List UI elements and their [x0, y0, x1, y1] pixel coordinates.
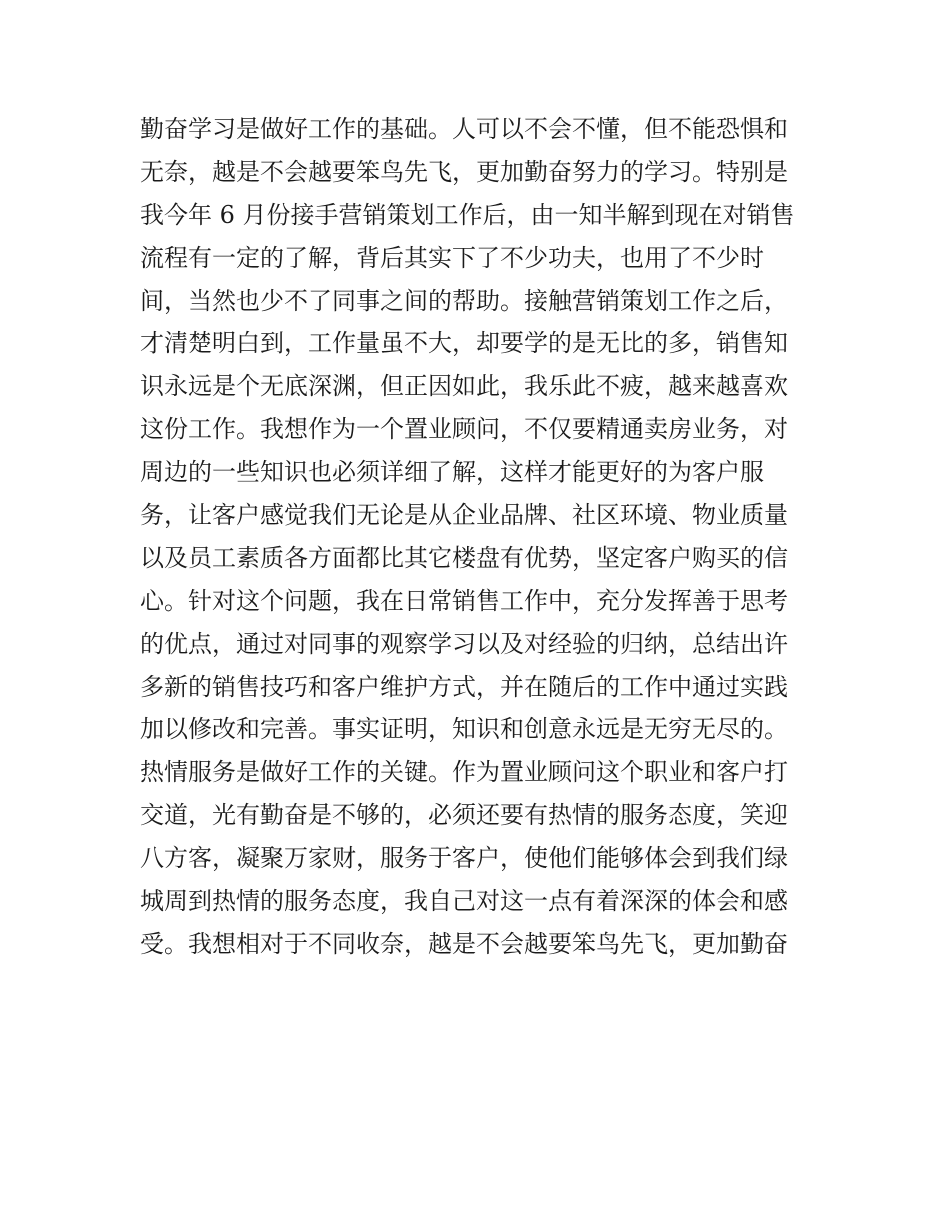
text-line: 勤奋学习是做好工作的基础。人可以不会不懂，但不能恐惧和	[140, 115, 788, 143]
text-line: 以及员工素质各方面都比其它楼盘有优势，坚定客户购买的信	[140, 543, 788, 572]
text-line: 间，当然也少不了同事之间的帮助。接触营销策划工作之后，	[140, 286, 788, 315]
text-line: 流程有一定的了解，背后其实下了不少功夫，也用了不少时	[140, 243, 764, 272]
text-line: 才清楚明白到，工作量虽不大，却要学的是无比的多，销售知	[140, 329, 788, 358]
text-line: 我今年 6 月份接手营销策划工作后，由一知半解到现在对销售	[140, 200, 795, 229]
text-line: 心。针对这个问题，我在日常销售工作中，充分发挥善于思考	[140, 586, 788, 615]
text-line: 的优点，通过对同事的观察学习以及对经验的归纳，总结出许	[140, 629, 788, 658]
text-line: 识永远是个无底深渊，但正因如此，我乐此不疲，越来越喜欢	[140, 372, 788, 401]
text-line: 热情服务是做好工作的关键。作为置业顾问这个职业和客户打	[140, 758, 788, 787]
text-line: 八方客，凝聚万家财，服务于客户，使他们能够体会到我们绿	[140, 844, 788, 873]
text-line: 务，让客户感觉我们无论是从企业品牌、社区环境、物业质量	[140, 501, 788, 530]
text-line: 受。我想相对于不同收奈，越是不会越要笨鸟先飞，更加勤奋	[140, 929, 788, 958]
text-line: 无奈，越是不会越要笨鸟先飞，更加勤奋努力的学习。特别是	[140, 157, 788, 186]
body-text	[140, 108, 820, 966]
text-line: 加以修改和完善。事实证明，知识和创意永远是无穷无尽的。	[140, 715, 788, 744]
text-line: 这份工作。我想作为一个置业顾问，不仅要精通卖房业务，对	[140, 415, 788, 444]
text-line: 周边的一些知识也必须详细了解，这样才能更好的为客户服	[140, 458, 764, 487]
text-line: 多新的销售技巧和客户维护方式，并在随后的工作中通过实践	[140, 672, 788, 701]
text-line: 城周到热情的服务态度，我自己对这一点有着深深的体会和感	[140, 887, 788, 916]
text-line: 交道，光有勤奋是不够的，必须还要有热情的服务态度，笑迎	[140, 801, 788, 830]
